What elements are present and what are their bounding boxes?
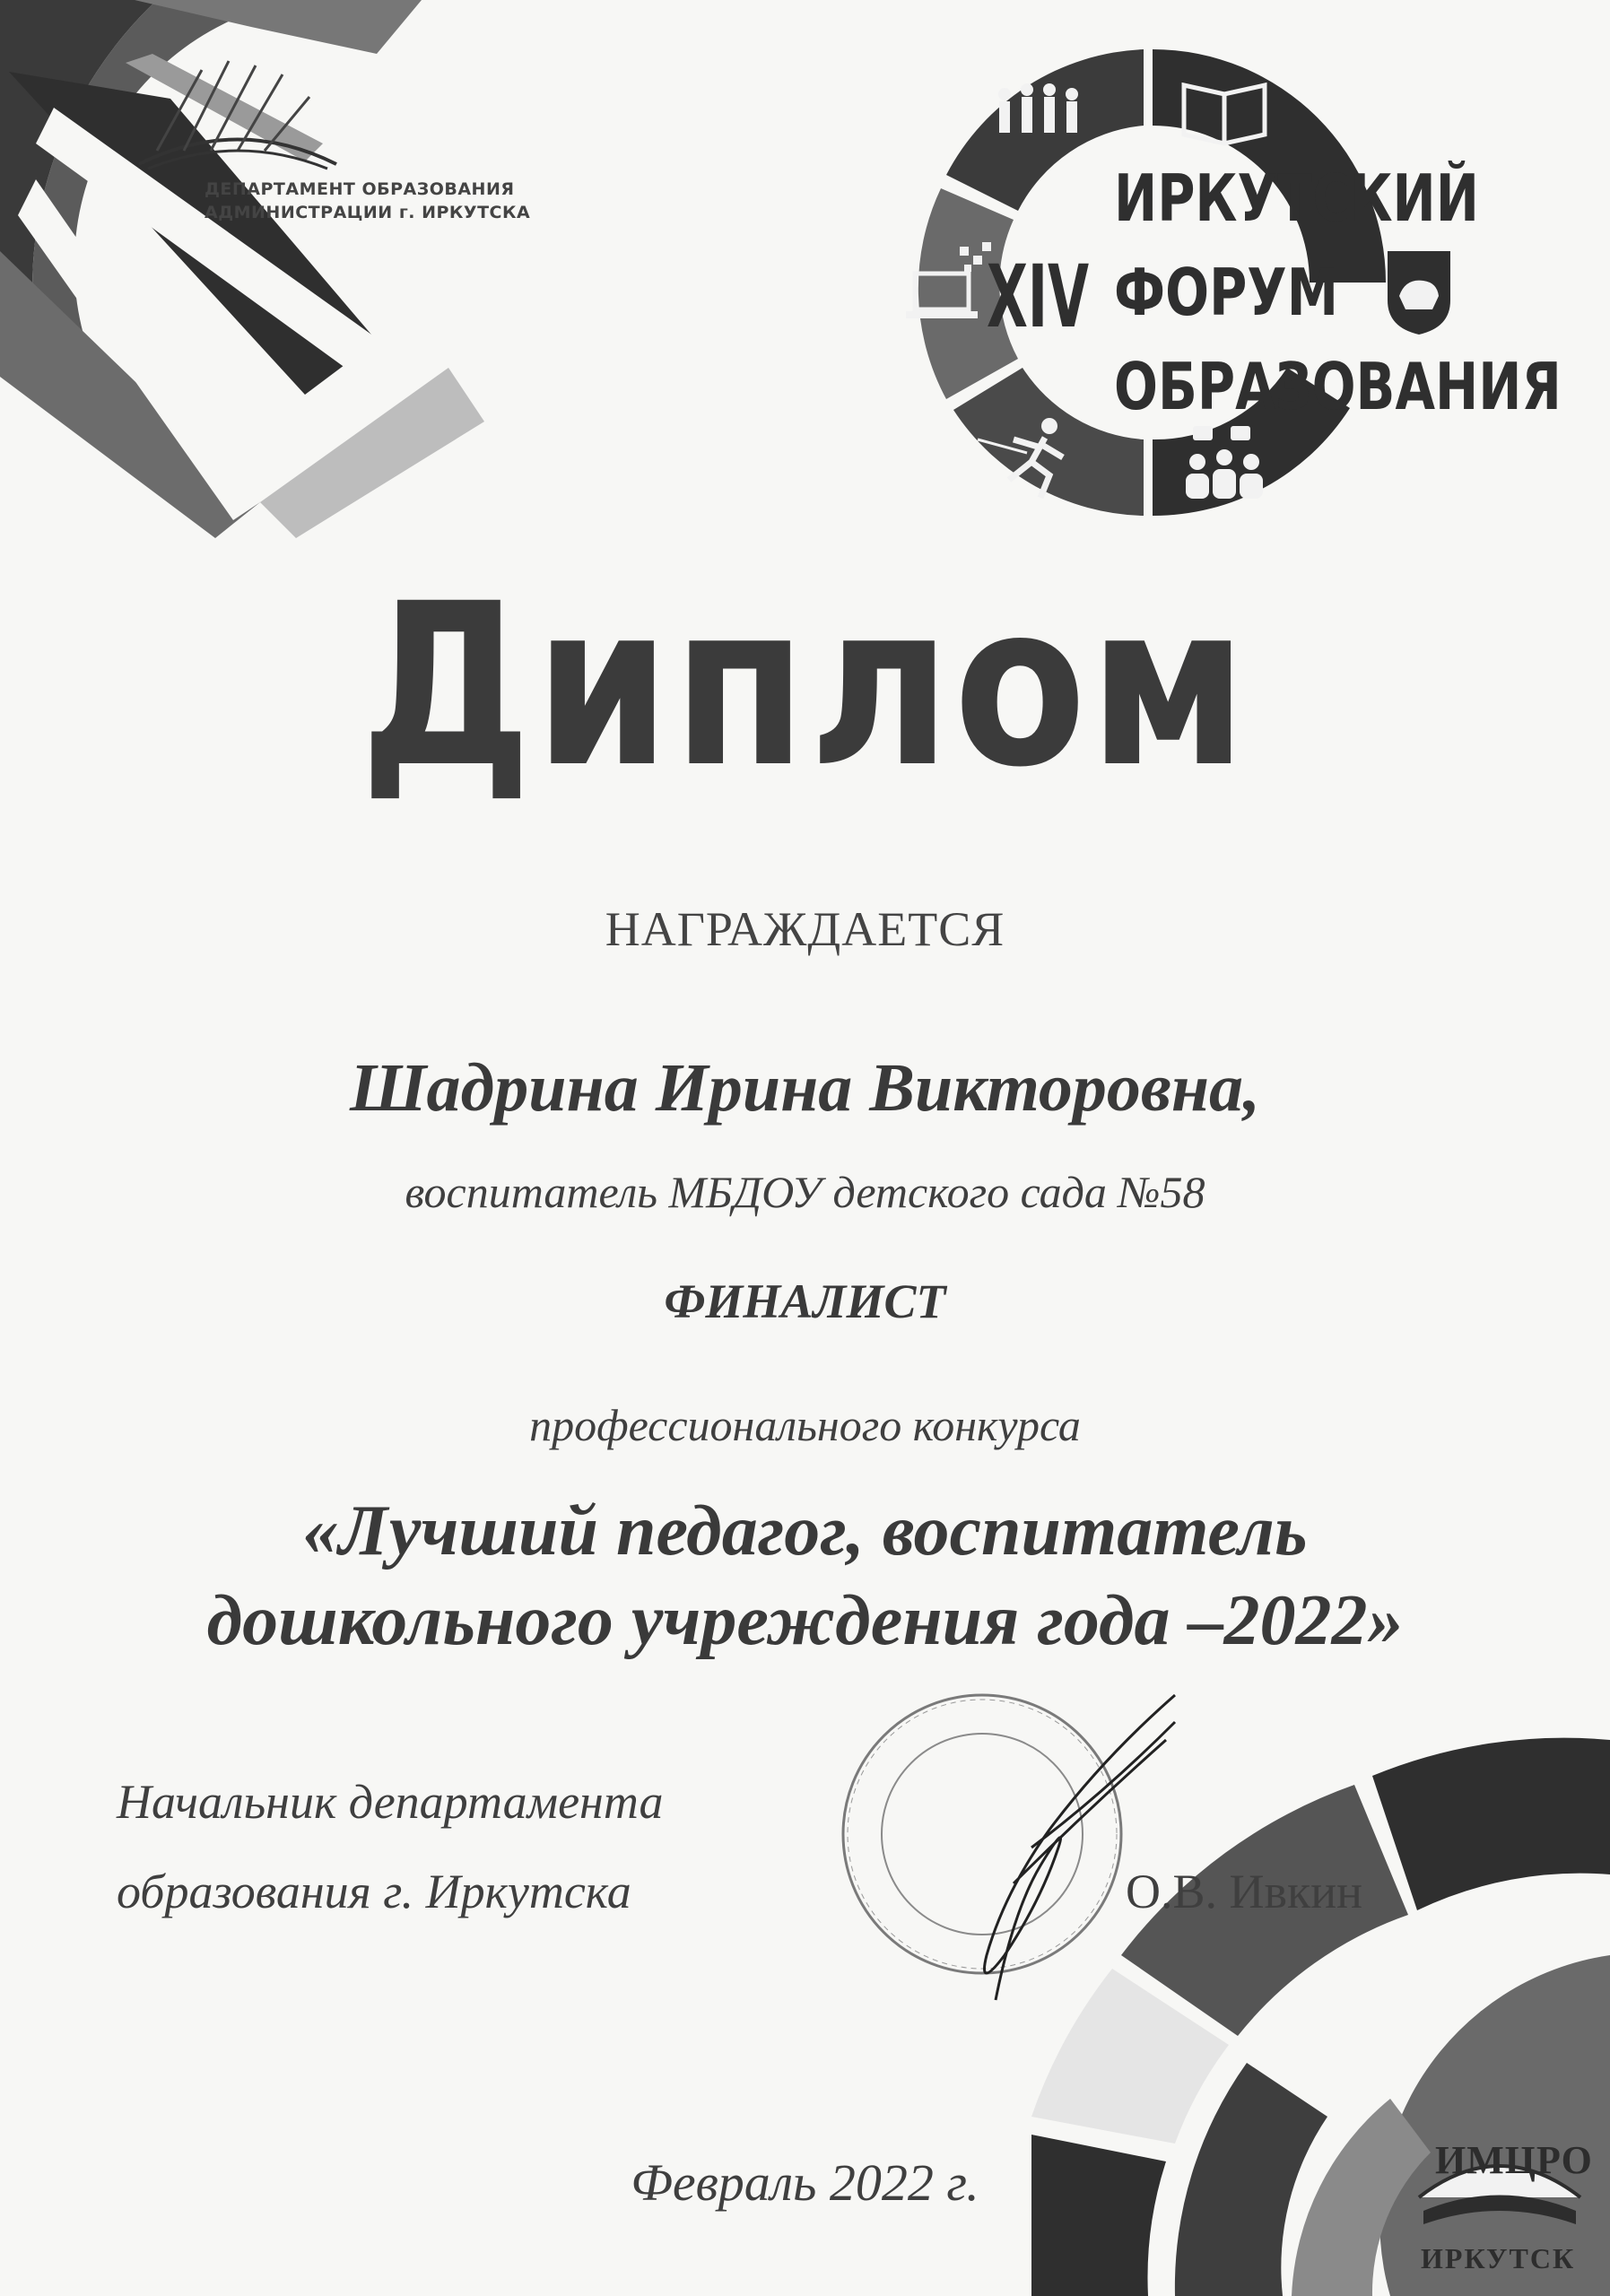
forum-word-2: ФОРУМ	[1114, 255, 1339, 330]
handwritten-signature	[906, 1686, 1202, 2009]
contest-type: профессионального конкурса	[529, 1400, 1081, 1450]
impro-city: ИРКУТСК	[1421, 2242, 1576, 2274]
signatory-title-line-1: Начальник департамента	[117, 1775, 664, 1829]
open-book-icon	[1175, 67, 1274, 148]
recipient-name: Шадрина Ирина Викторовна,	[349, 1050, 1261, 1126]
coat-of-arms-icon	[1383, 247, 1455, 336]
forum-number: XIV	[987, 247, 1090, 347]
department-line-1: ДЕПАРТАМЕНТ ОБРАЗОВАНИЯ	[205, 179, 515, 199]
diploma-title: Диплом	[360, 555, 1250, 816]
audience-icon	[1175, 422, 1283, 511]
department-line-2: АДМИНИСТРАЦИИ г. ИРКУТСКА	[205, 203, 531, 222]
awarded-label: НАГРАЖДАЕТСЯ	[605, 902, 1005, 956]
issue-date: Февраль 2022 г.	[631, 2153, 979, 2212]
rank-label: ФИНАЛИСТ	[664, 1274, 946, 1328]
impro-logo-text: ИМЦРО	[1435, 2138, 1593, 2182]
signatory-title-line-2: образования г. Иркутска	[117, 1865, 631, 1918]
forum-word-1: ИРКУТСКИЙ	[1114, 161, 1479, 236]
recipient-position: воспитатель МБДОУ детского сада №58	[405, 1167, 1205, 1217]
open-book-logo-icon	[121, 43, 354, 178]
contest-name-line-1: «Лучший педагог, воспитатель	[302, 1492, 1308, 1570]
runner-icon	[973, 413, 1081, 502]
forum-word-3: ОБРАЗОВАНИЯ	[1114, 349, 1562, 424]
people-group-icon	[991, 76, 1090, 148]
contest-name-line-2: дошкольного учреждения года –2022»	[206, 1581, 1404, 1660]
signatory-name: О.В. Ивкин	[1126, 1865, 1363, 1918]
